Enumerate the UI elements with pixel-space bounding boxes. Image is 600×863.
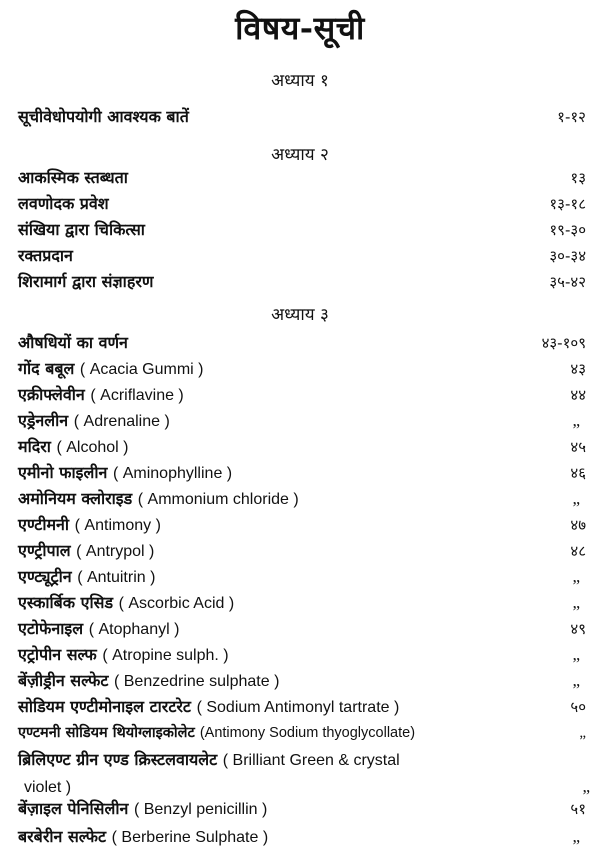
toc-entry-label: एड्रेनलीन ( Adrenaline ) — [18, 411, 170, 430]
toc-entry-label: आकस्मिक स्तब्धता — [18, 168, 128, 187]
toc-entry — [18, 489, 586, 509]
toc-entry — [18, 799, 586, 819]
toc-entry-label: सूचीवेधोपयोगी आवश्यक बातें — [18, 107, 189, 126]
toc-entry-label: एण्ट्रीपाल ( Antrypol ) — [18, 541, 155, 560]
toc-entry-page: „ — [572, 593, 580, 612]
toc-entry-label: बरबेरीन सल्फेट ( Berberine Sulphate ) — [18, 827, 269, 846]
toc-entry-page: ३०-३४ — [549, 247, 586, 265]
toc-entry-page: „ — [572, 827, 580, 846]
toc-entry-page: „ — [582, 777, 590, 796]
toc-entry-label: सोडियम एण्टीमोनाइल टारटरेट ( Sodium Antimonyl tartrate ) — [18, 697, 400, 716]
toc-entry-label: एण्टीमनी ( Antimony ) — [18, 515, 161, 534]
toc-entry-page: ५१ — [570, 800, 586, 818]
toc-entry — [18, 168, 586, 188]
toc-entry-page: ४८ — [570, 542, 586, 560]
toc-entry-label: गोंद बबूल ( Acacia Gummi ) — [18, 359, 204, 378]
toc-entry — [18, 619, 586, 639]
toc-entry — [18, 437, 586, 457]
toc-entry — [18, 272, 586, 292]
toc-entry-label: एट्रोपीन सल्फ ( Atropine sulph. ) — [18, 645, 229, 664]
toc-entry — [18, 411, 586, 431]
toc-entry — [18, 697, 586, 717]
toc-entry-label: एण्ट्यूट्रीन ( Antuitrin ) — [18, 567, 156, 586]
toc-entry-label: बेंज़ीड्रीन सल्फेट ( Benzedrine sulphate ) — [18, 671, 280, 690]
toc-entry-page: ५० — [570, 698, 586, 716]
toc-entry-label: एक्रीफ्लेवीन ( Acriflavine ) — [18, 385, 184, 404]
toc-entry-wrapped — [18, 747, 590, 801]
toc-entry-label: ब्रिलिएण्ट ग्रीन एण्ड क्रिस्टलवायलेट ( Brilliant Green & crystal — [18, 750, 400, 769]
chapter-heading-3: अध्याय ३ — [271, 305, 329, 325]
toc-entry-label: बेंज़ाइल पेनिसिलीन ( Benzyl penicillin ) — [18, 799, 268, 818]
toc-entry-label: रक्तप्रदान — [18, 246, 73, 265]
toc-entry — [18, 359, 586, 379]
toc-entry-page: „ — [572, 411, 580, 430]
toc-entry — [18, 723, 586, 743]
toc-entry-page: ३५-४२ — [549, 273, 586, 291]
toc-entry-label: एमीनो फाइलीन ( Aminophylline ) — [18, 463, 233, 482]
toc-entry — [18, 567, 586, 587]
toc-entry — [18, 827, 586, 847]
toc-entry-page: ४७ — [570, 516, 586, 534]
toc-entry-label: एस्कार्बिक एसिड ( Ascorbic Acid ) — [18, 593, 235, 612]
toc-entry-page: ४५ — [570, 438, 586, 456]
toc-entry-page: ४३-१०९ — [541, 334, 586, 352]
chapter-heading-2: अध्याय २ — [271, 145, 329, 165]
page-title: विषय-सूची — [235, 9, 365, 47]
toc-entry-label: एण्टमनी सोडियम थियोग्लाइकोलेट (Antimony Sodium thyoglycollate) — [18, 724, 416, 741]
chapter-heading-1: अध्याय १ — [271, 71, 329, 91]
toc-entry — [18, 645, 586, 665]
toc-entry — [18, 194, 586, 214]
toc-entry — [18, 671, 586, 691]
toc-entry — [18, 333, 586, 353]
toc-entry — [18, 107, 586, 127]
toc-entry-page: १३ — [570, 169, 586, 187]
toc-entry-label: औषधियों का वर्णन — [18, 333, 128, 352]
toc-entry-page: ४३ — [570, 360, 586, 378]
toc-entry-label: अमोनियम क्लोराइड ( Ammonium chloride ) — [18, 489, 299, 508]
toc-entry-page: १-१२ — [557, 108, 586, 126]
toc-entry-label: मदिरा ( Alcohol ) — [18, 437, 129, 456]
toc-entry-page: „ — [572, 645, 580, 664]
toc-entry-page: ४४ — [570, 386, 586, 404]
toc-entry — [18, 246, 586, 266]
toc-entry-label: एटोफेनाइल ( Atophanyl ) — [18, 619, 180, 638]
toc-entry — [18, 385, 586, 405]
toc-entry-label: संखिया द्वारा चिकित्सा — [18, 220, 145, 239]
toc-entry-label: शिरामार्ग द्वारा संज्ञाहरण — [18, 272, 154, 291]
toc-entry-label: लवणोदक प्रवेश — [18, 194, 109, 213]
toc-entry — [18, 220, 586, 240]
toc-entry-page: ४९ — [570, 620, 586, 638]
toc-entry-label-continued: violet ) „ — [18, 774, 578, 801]
toc-entry-page: „ — [572, 567, 580, 586]
toc-entry-page: „ — [579, 725, 586, 741]
toc-entry — [18, 541, 586, 561]
toc-entry-page: ४६ — [570, 464, 586, 482]
toc-entry-page: „ — [572, 671, 580, 690]
toc-entry — [18, 593, 586, 613]
toc-entry — [18, 463, 586, 483]
toc-entry-page: „ — [572, 489, 580, 508]
toc-entry — [18, 515, 586, 535]
toc-entry-page: १३-१८ — [549, 195, 586, 213]
toc-entry-page: १९-३० — [549, 221, 586, 239]
